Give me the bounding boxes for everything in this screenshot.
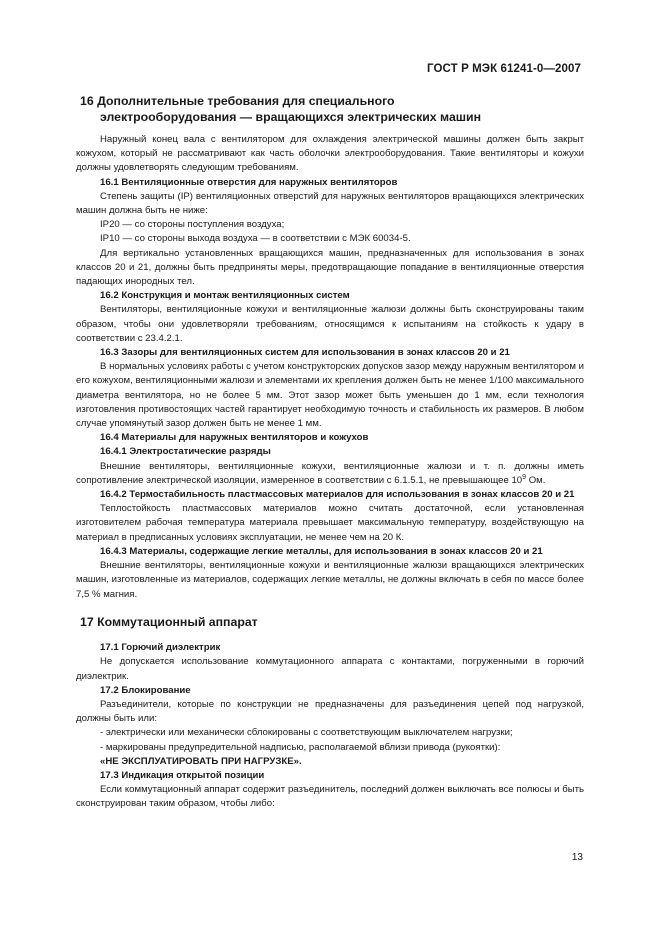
subsection-16-4-title: 16.4 Материалы для наружных вентиляторов и кожухов <box>100 432 369 444</box>
subsection-17-3-paragraph: Если коммутационный аппарат содержит разъединитель, последний должен выключать все полюсы и быть сконструирован таким образом, чтобы либо: <box>76 784 584 810</box>
ip20-requirement: IP20 — со стороны поступления воздуха; <box>100 219 285 231</box>
page-content <box>76 94 584 812</box>
subsection-16-4-2-title: 16.4.2 Термостабильность пластмассовых материалов для использования в зонах классов 20 и 21 <box>100 489 575 501</box>
subsection-17-2-title: 17.2 Блокирование <box>100 684 191 696</box>
subsection-16-1-paragraph: Степень защиты (IP) вентиляционных отверстий для наружных вентиляторов вращающихся электрических машин должна быть не ниже: <box>76 190 584 217</box>
list-item: - маркированы предупредительной надписью, располагаемой вблизи привода (рукоятки): <box>100 741 501 753</box>
subsection-16-4-1-paragraph <box>76 460 584 488</box>
subsection-16-4-3-title: 16.4.3 Материалы, содержащие легкие металлы, для использования в зонах классов 20 и 21 <box>100 545 543 557</box>
section-16-intro: Наружный конец вала с вентилятором для охлаждения электрической машины должен быть закрыт кожухом, который не рассматривают как часть оболочки электрооборудования. Такие вентиляторы и кожухи должны удовлетворять следующим требованиям. <box>76 134 584 174</box>
subsection-16-3-paragraph: В нормальных условиях работы с учетом конструкторских допусков зазор между наружным вентилятором и его кожухом, вентиляционными жалюзи и элементами их крепления должен быть не менее 1/100 максимального диаметра вентилятора, но не более 5 мм. Этот зазор может быть уменьшен до 1 мм, если технология изготовления противостоящих частей гарантирует необходимую точность и стабильность их размеров. В любом случае упомянутый зазор должен быть не менее 1 мм. <box>76 361 584 430</box>
subsection-16-4-3-paragraph: Внешние вентиляторы, вентиляционные кожухи и вентиляционные жалюзи вращающихся электрических машин, изготовленные из материалов, содержащих легкие металлы, не должны включать в себя по массе более 7,5 % магния. <box>76 560 584 600</box>
subsection-16-1-title: 16.1 Вентиляционные отверстия для наружных вентиляторов <box>100 176 398 188</box>
section-16-title-line1: 16 Дополнительные требования для специального <box>80 94 395 108</box>
subsection-16-1-paragraph-2: Для вертикально установленных вращающихся машин, предназначенных для использования в зонах классов 20 и 21, должны быть предприняты меры, предотвращающие попадание в вентиляционные отверстия падающих инородных тел. <box>76 247 584 288</box>
list-item: - электрически или механически сблокированы с соответствующим выключателем нагрузки; <box>100 727 513 739</box>
page-number: 13 <box>571 852 583 863</box>
subsection-17-1-paragraph: Не допускается использование коммутационного аппарата с контактами, погруженными в горючий диэлектрик. <box>76 656 584 682</box>
subsection-16-4-1-title: 16.4.1 Электростатические разряды <box>100 446 271 458</box>
standard-id-header: ГОСТ Р МЭК 61241-0—2007 <box>427 63 581 75</box>
section-17-title: 17 Коммутационный аппарат <box>80 614 258 629</box>
ip10-requirement: IP10 — со стороны выхода воздуха — в соответствии с МЭК 60034-5. <box>100 233 411 245</box>
subsection-17-2-paragraph: Разъединители, которые по конструкции не предназначены для разъединения цепей под нагрузкой, должны быть или: <box>76 699 584 725</box>
subsection-17-3-title: 17.3 Индикация открытой позиции <box>100 770 265 782</box>
resistance-exponent: 9 <box>522 473 527 481</box>
subsection-16-2-title: 16.2 Конструкция и монтаж вентиляционных систем <box>100 290 350 302</box>
resistance-text: Внешние вентиляторы, вентиляционные кожухи, вентиляционные жалюзи и т. п. должны иметь сопротивление электрической изоляции, измеренное в соответствии с 6.1.5.1, не превышающее 10 <box>76 460 584 486</box>
section-16-title-line2: электрооборудования — вращающихся электрических машин <box>100 109 482 124</box>
subsection-16-3-title: 16.3 Зазоры для вентиляционных систем для использования в зонах классов 20 и 21 <box>100 347 510 359</box>
resistance-unit: Ом. <box>526 474 546 486</box>
subsection-16-4-2-paragraph: Теплостойкость пластмассовых материалов можно считать достаточной, если установленная изготовителем рабочая температура материала превышает максимальную температуру, воздействующую на материал в предписанных условиях эксплуатации, не менее чем на 20 К. <box>76 503 584 543</box>
subsection-16-2-paragraph: Вентиляторы, вентиляционные кожухи и вентиляционные жалюзи должны быть сконструированы таким образом, чтобы они удовлетворяли требованиям, относящимся к испытаниям на стойкость к удару в соответствии с 23.4.2.1. <box>76 304 584 344</box>
warning-label: «НЕ ЭКСПЛУАТИРОВАТЬ ПРИ НАГРУЗКЕ». <box>100 755 302 767</box>
subsection-17-1-title: 17.1 Горючий диэлектрик <box>100 642 221 654</box>
